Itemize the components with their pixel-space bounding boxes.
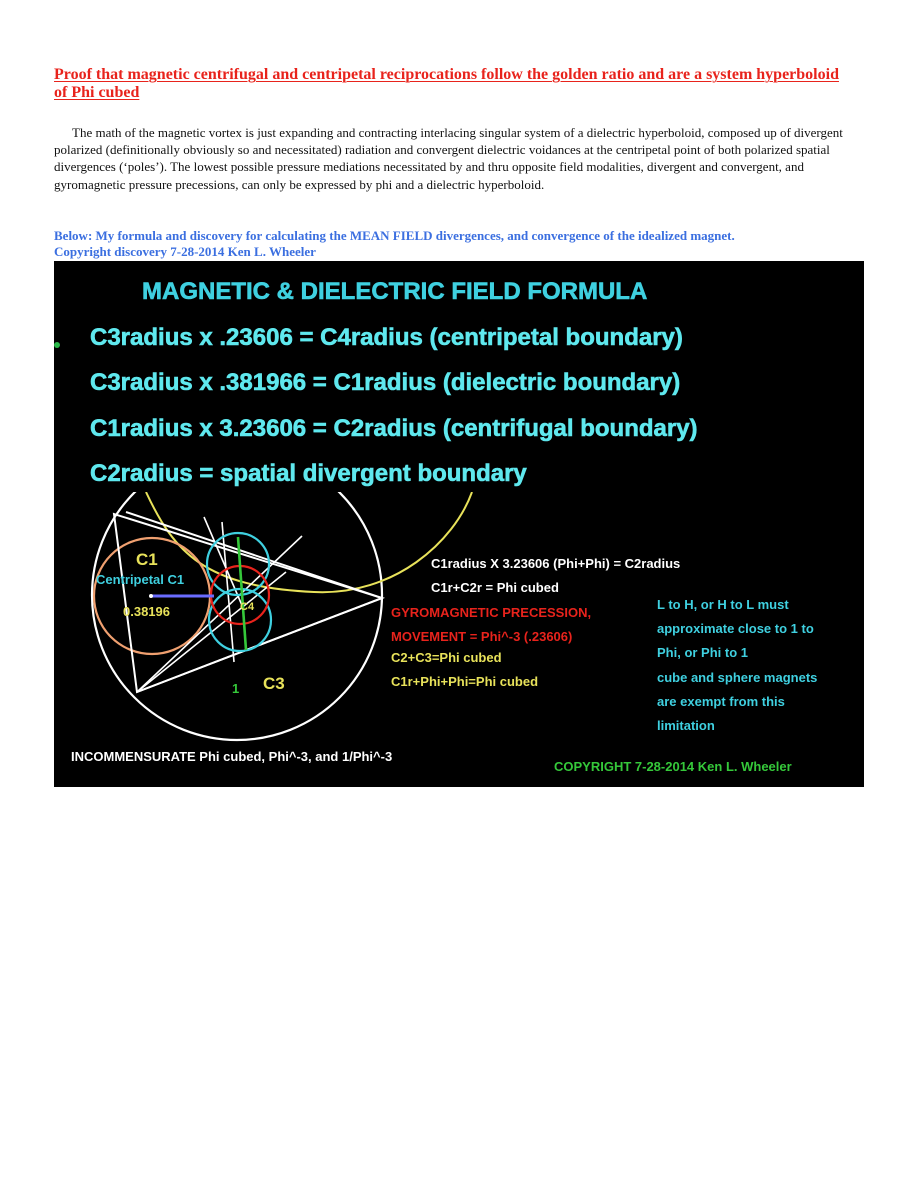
formula-banner-svg [54, 261, 864, 492]
centripetal-label: Centripetal C1 [96, 572, 185, 587]
c1-value: 0.38196 [123, 604, 170, 619]
incommensurate-text: INCOMMENSURATE Phi cubed, Phi^-3, and 1/Phi^-3 [71, 749, 393, 764]
green-dot [54, 342, 60, 348]
banner-line-4: C2radius = spatial divergent boundary [90, 460, 527, 487]
note-line-1: L to H, or H to L must [657, 597, 789, 612]
gyro-line-1: GYROMAGNETIC PRECESSION, [391, 605, 592, 620]
note-line-5: are exempt from this [657, 694, 785, 709]
banner-line-2: C3radius x .381966 = C1radius (dielectric boundary) [90, 369, 681, 396]
page-title: Proof that magnetic centrifugal and centripetal reciprocations follow the golden ratio and are a system hyperboloid of Phi cubed [54, 66, 839, 101]
figure-caption [54, 228, 862, 260]
gyro-line-2: MOVEMENT = Phi^-3 (.23606) [391, 629, 573, 644]
c1-label: C1 [136, 550, 158, 569]
body-paragraph: The math of the magnetic vortex is just expanding and contracting interlacing singular system of a dielectric hyperboloid, composed up of divergent polarized (definitionally obviously so and necessitated) radiation and convergent dielectric voidances at the centripetal point of both polarized spatial divergences (‘poles’). The lowest possible pressure mediations necessitated by and thru opposite field modalities, divergent and convergent, and gyromagnetic pressure precessions, can only be expressed by phi and a dielectric hyperboloid. [54, 125, 843, 192]
diagram-copyright: COPYRIGHT 7-28-2014 Ken L. Wheeler [554, 759, 792, 774]
caption-line-2: Copyright discovery 7-28-2014 Ken L. Wheeler [54, 244, 316, 259]
c3-label: C3 [263, 674, 285, 693]
note-line-3: Phi, or Phi to 1 [657, 645, 749, 660]
formula-banner [54, 261, 864, 492]
c4-label: C4 [240, 601, 255, 613]
field-diagram-svg [54, 492, 864, 787]
banner-line-1: C3radius x .23606 = C4radius (centripetal boundary) [90, 324, 683, 351]
banner-heading: MAGNETIC & DIELECTRIC FIELD FORMULA [142, 278, 648, 305]
one-label: 1 [232, 681, 240, 696]
note-line-2: approximate close to 1 to [657, 621, 814, 636]
note-line-6: limitation [657, 718, 715, 733]
field-diagram [54, 492, 864, 787]
yellow-line-1: C2+C3=Phi cubed [391, 650, 502, 665]
formula-phi-cubed: C1r+C2r = Phi cubed [431, 580, 559, 595]
caption-line-1: Below: My formula and discovery for calculating the MEAN FIELD divergences, and convergence of the idealized magnet. [54, 228, 735, 243]
banner-line-3: C1radius x 3.23606 = C2radius (centrifugal boundary) [90, 415, 698, 442]
yellow-line-2: C1r+Phi+Phi=Phi cubed [391, 674, 539, 689]
note-line-4: cube and sphere magnets [657, 670, 818, 685]
formula-c2-radius: C1radius X 3.23606 (Phi+Phi) = C2radius [431, 556, 681, 571]
center-dot [149, 594, 153, 598]
